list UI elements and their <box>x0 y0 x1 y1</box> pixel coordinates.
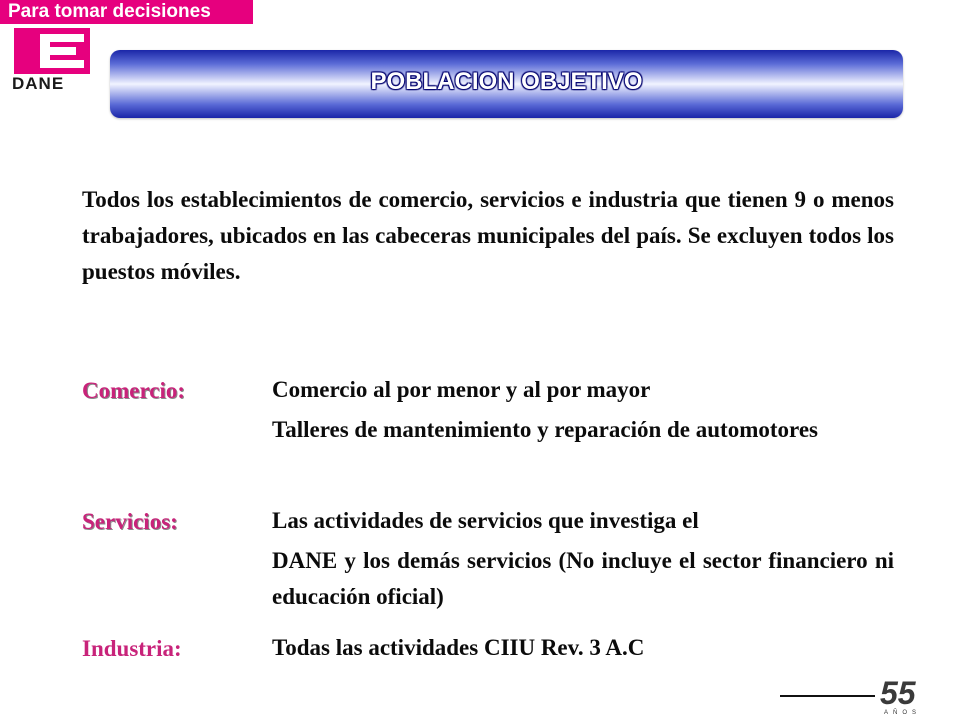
definition-industria <box>82 630 894 666</box>
definition-line: Las actividades de servicios que investiga el <box>272 508 699 533</box>
tagline-banner <box>0 0 253 24</box>
page-title: POBLACION OBJETIVO <box>370 68 643 95</box>
definition-label: Servicios: <box>82 509 178 534</box>
definition-text <box>272 503 894 615</box>
definition-line: Comercio al por menor y al por mayor <box>272 377 651 402</box>
definition-label: Comercio: <box>82 378 186 403</box>
definition-label: Industria: <box>82 636 182 661</box>
dane-logo-text: DANE <box>12 74 65 93</box>
anniversary-number: 55 <box>880 676 916 711</box>
definition-text <box>272 630 894 666</box>
intro-paragraph: Todos los establecimientos de comercio, servicios e industria que tienen 9 o menos trabajadores, ubicados en las cabeceras municipales del país. Se excluyen todos los puestos móviles. <box>82 187 894 284</box>
dane-logo-icon <box>10 28 102 76</box>
definition-line: Todas las actividades CIIU Rev. 3 A.C <box>272 635 645 660</box>
anniversary-sub: AÑOS <box>884 710 922 716</box>
anniversary-55-icon <box>780 676 945 716</box>
definition-text <box>272 372 894 448</box>
title-banner <box>110 50 903 118</box>
definition-comercio <box>82 372 894 448</box>
tagline-text: Para tomar decisiones <box>8 1 211 22</box>
definition-line: Talleres de mantenimiento y reparación de automotores <box>272 417 818 442</box>
definition-servicios <box>82 503 894 615</box>
definition-line: DANE y los demás servicios (No incluye el sector financiero ni educación oficial) <box>272 548 894 609</box>
